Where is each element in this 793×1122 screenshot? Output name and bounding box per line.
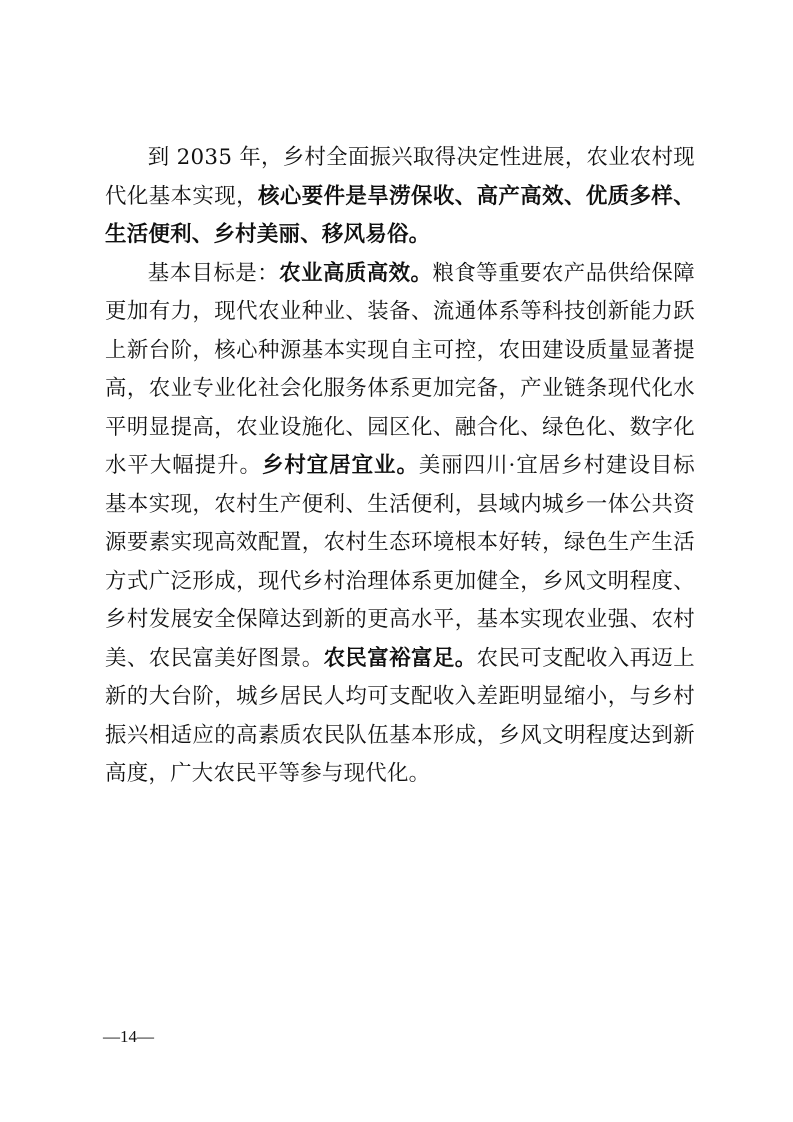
heading-agriculture-quality: 农业高质高效。 [279,260,433,286]
basic-goals-lead: 基本目标是： [147,260,280,286]
heading-farmers-wealth: 农民富裕富足。 [323,645,477,671]
document-body [105,139,695,794]
page-number: —14— [103,1027,154,1046]
paragraph-basic-goals [105,255,695,794]
paragraph-2035-core-elements: 核心要件是旱涝保收、高产高效、优质多样、生活便利、乡村美丽、移风易俗。 [105,183,695,247]
text-livable-village: 美丽四川·宜居乡村建设目标基本实现，农村生产便利、生活便利，县域内城乡一体公共资源要素实现高效配置，农村生态环境根本好转，绿色生产生活方式广泛形成，现代乡村治理体系更加健全，乡风文明程度、乡村发展安全保障达到新的更高水平，基本实现农业强、农村美、农民富美好图景。 [105,453,695,671]
heading-livable-village: 乡村宜居宜业。 [261,453,419,478]
paragraph-2035-intro: 到 2035 年，乡村全面振兴取得决定性进展，农业农村现代化基本实现， [105,145,695,209]
text-farmers-wealth: 农民可支配收入再迈上新的大台阶，城乡居民人均可支配收入差距明显缩小，与乡村振兴相适应的高素质农民队伍基本形成，乡风文明程度达到新高度，广大农民平等参与现代化。 [105,645,695,786]
paragraph-2035-goal [105,139,695,255]
text-agriculture-quality: 粮食等重要农产品供给保障更加有力，现代农业种业、装备、流通体系等科技创新能力跃上新台阶，核心种源基本实现自主可控，农田建设质量显著提高，农业专业化社会化服务体系更加完备，产业链条现代化水平明显提高，农业设施化、园区化、融合化、绿色化、数字化水平大幅提升。 [105,260,695,478]
